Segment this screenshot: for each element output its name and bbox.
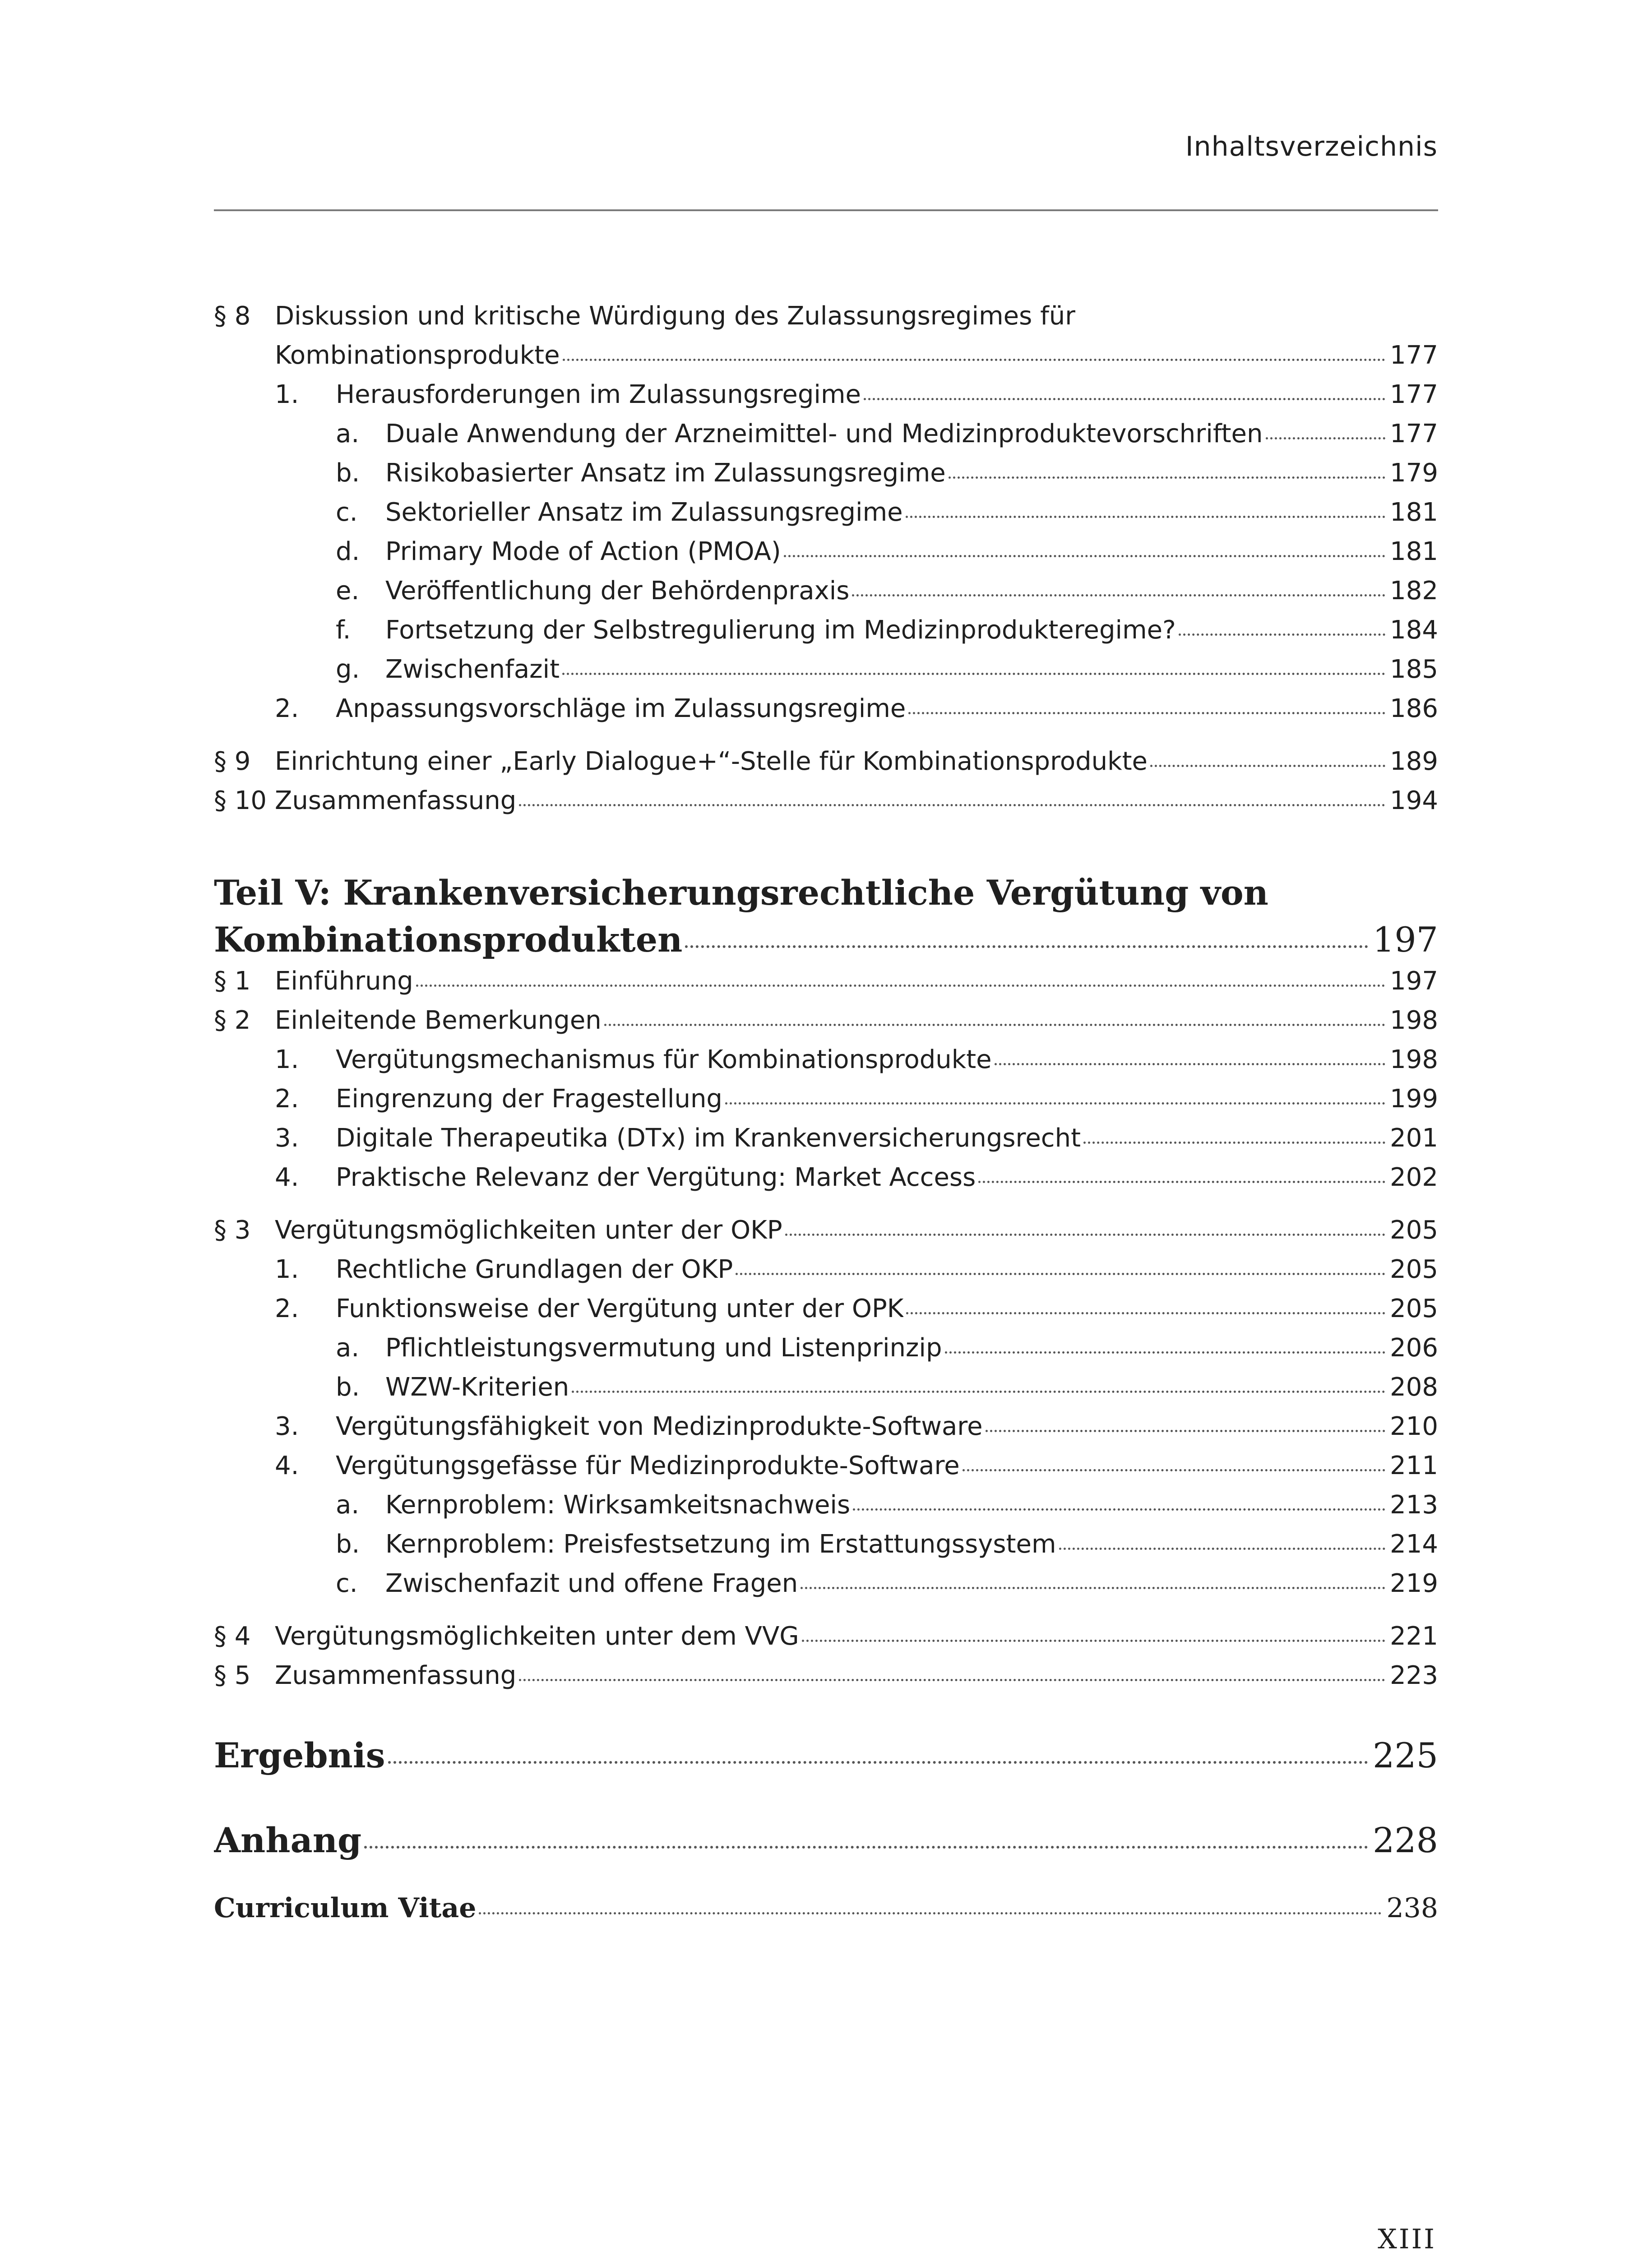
entry-number: 2. <box>275 1084 299 1114</box>
toc-entry[interactable] <box>214 498 1438 537</box>
section-number: § 9 <box>214 747 251 776</box>
entry-title: Zwischenfazit <box>385 655 560 684</box>
toc-section-9[interactable] <box>214 747 1438 786</box>
page-number: 202 <box>1390 1163 1438 1192</box>
section-number: § 3 <box>214 1216 251 1245</box>
page-number: 197 <box>1390 966 1438 996</box>
part-heading-continuation[interactable] <box>214 920 1438 966</box>
entry-title: Praktische Relevanz der Vergütung: Market Access <box>336 1163 976 1192</box>
dot-leader <box>852 594 1385 596</box>
dot-leader <box>906 516 1386 518</box>
page-number: 205 <box>1390 1294 1438 1323</box>
entry-number: a. <box>336 419 360 448</box>
dot-leader <box>519 804 1385 806</box>
page-number: 214 <box>1390 1530 1438 1559</box>
page-number: 177 <box>1390 419 1438 448</box>
toc-entry[interactable] <box>214 1084 1438 1123</box>
page-number: 223 <box>1390 1661 1438 1690</box>
page-number: 225 <box>1372 1735 1438 1775</box>
entry-title: WZW-Kriterien <box>385 1373 569 1402</box>
toc-section-1[interactable] <box>214 966 1438 1006</box>
page-number: 189 <box>1390 747 1438 776</box>
section-number: § 10 <box>214 786 267 815</box>
section-title: Vergütungsmöglichkeiten unter der OKP <box>275 1216 782 1245</box>
page-number: 181 <box>1390 537 1438 566</box>
section-number: § 8 <box>214 301 251 331</box>
dot-leader <box>864 398 1385 400</box>
dot-leader <box>785 1234 1385 1236</box>
section-title: Zusammenfassung <box>275 786 517 815</box>
toc-entry[interactable] <box>214 1123 1438 1163</box>
entry-number: c. <box>336 1569 358 1598</box>
entry-number: b. <box>336 1373 360 1402</box>
toc-entry[interactable] <box>214 1490 1438 1530</box>
dot-leader <box>388 1761 1368 1764</box>
dot-leader <box>1150 765 1385 767</box>
section-number: § 2 <box>214 1006 251 1035</box>
section-title: Vergütungsmöglichkeiten unter dem VVG <box>275 1622 799 1651</box>
section-number: § 1 <box>214 966 251 996</box>
dot-leader <box>519 1679 1385 1681</box>
dot-leader <box>685 945 1368 948</box>
entry-number: b. <box>336 458 360 488</box>
page-number: 177 <box>1390 380 1438 409</box>
entry-title: Duale Anwendung der Arzneimittel- und Medizinproduktevorschriften <box>385 419 1263 448</box>
toc-entry[interactable] <box>214 655 1438 694</box>
entry-number: c. <box>336 498 358 527</box>
table-of-contents <box>214 301 1438 1933</box>
section-title: Einrichtung einer „Early Dialogue+“-Stelle für Kombinationsprodukte <box>275 747 1148 776</box>
toc-entry[interactable] <box>214 1530 1438 1569</box>
entry-number: e. <box>336 576 360 606</box>
entry-number: 2. <box>275 694 299 723</box>
dot-leader <box>479 1912 1382 1914</box>
dot-leader <box>978 1181 1385 1183</box>
toc-entry[interactable] <box>214 1163 1438 1202</box>
section-title: Zusammenfassung <box>275 1661 517 1690</box>
page-number: 208 <box>1390 1373 1438 1402</box>
page-number: 179 <box>1390 458 1438 488</box>
toc-entry[interactable] <box>214 537 1438 576</box>
entry-number: d. <box>336 537 360 566</box>
page-number: 197 <box>1372 920 1438 960</box>
toc-entry[interactable] <box>214 458 1438 498</box>
toc-entry[interactable] <box>214 1255 1438 1294</box>
dot-leader <box>1266 437 1386 439</box>
toc-section-8-continuation[interactable] <box>214 341 1438 380</box>
dot-leader <box>784 555 1385 557</box>
page-number: 184 <box>1390 615 1438 645</box>
toc-section-10[interactable] <box>214 786 1438 825</box>
entry-title: Vergütungsfähigkeit von Medizinprodukte-Software <box>336 1412 983 1441</box>
section-title: Diskussion und kritische Würdigung des Zulassungsregimes für <box>275 301 1076 331</box>
dot-leader <box>563 359 1386 361</box>
page-number: 219 <box>1390 1569 1438 1598</box>
toc-entry[interactable] <box>214 1569 1438 1608</box>
toc-entry[interactable] <box>214 1373 1438 1412</box>
page-number: 211 <box>1390 1451 1438 1480</box>
entry-title: Fortsetzung der Selbstregulierung im Medizinprodukteregime? <box>385 615 1176 645</box>
dot-leader <box>995 1063 1385 1065</box>
part-heading[interactable]: Teil V: Krankenversicherungsrechtliche Vergütung von <box>214 873 1268 913</box>
toc-ergebnis[interactable] <box>214 1735 1438 1785</box>
dot-leader <box>802 1640 1385 1642</box>
section-title: Einführung <box>275 966 413 996</box>
toc-entry[interactable] <box>214 576 1438 615</box>
page-number: 205 <box>1390 1255 1438 1284</box>
dot-leader <box>725 1102 1385 1105</box>
page-number: 210 <box>1390 1412 1438 1441</box>
section-title: Einleitende Bemerkungen <box>275 1006 602 1035</box>
entry-number: 4. <box>275 1163 299 1192</box>
dot-leader <box>801 1587 1385 1589</box>
dot-leader <box>562 673 1385 675</box>
toc-section-2[interactable] <box>214 1006 1438 1045</box>
page-number: 221 <box>1390 1622 1438 1651</box>
entry-number: 2. <box>275 1294 299 1323</box>
toc-entry[interactable] <box>214 1045 1438 1084</box>
page-number: 185 <box>1390 655 1438 684</box>
page-number: 182 <box>1390 576 1438 606</box>
major-title: Ergebnis <box>214 1735 385 1775</box>
dot-leader <box>572 1391 1385 1393</box>
toc-entry[interactable] <box>214 380 1438 419</box>
folio-page-number: XIII <box>1378 2224 1436 2255</box>
page-number: 194 <box>1390 786 1438 815</box>
dot-leader <box>416 985 1385 987</box>
entry-title: Funktionsweise der Vergütung unter der OPK <box>336 1294 904 1323</box>
dot-leader <box>736 1273 1385 1275</box>
page-number: 199 <box>1390 1084 1438 1114</box>
section-number: § 4 <box>214 1622 251 1651</box>
dot-leader <box>1083 1142 1385 1144</box>
entry-number: a. <box>336 1333 360 1363</box>
section-number: § 5 <box>214 1661 251 1690</box>
dot-leader <box>1059 1548 1386 1550</box>
dot-leader <box>945 1351 1386 1354</box>
entry-title: Zwischenfazit und offene Fragen <box>385 1569 798 1598</box>
dot-leader <box>906 1312 1385 1314</box>
toc-section-4[interactable] <box>214 1622 1438 1661</box>
page-number: 206 <box>1390 1333 1438 1363</box>
part-title: Kombinationsprodukten <box>214 920 683 960</box>
dot-leader <box>949 476 1385 479</box>
entry-title: Vergütungsgefässe für Medizinprodukte-Software <box>336 1451 960 1480</box>
entry-title: Veröffentlichung der Behördenpraxis <box>385 576 850 606</box>
toc-entry[interactable] <box>214 694 1438 733</box>
page-number: 198 <box>1390 1045 1438 1074</box>
entry-number: b. <box>336 1530 360 1559</box>
header-rule <box>214 209 1438 211</box>
page-number: 198 <box>1390 1006 1438 1035</box>
toc-section-3[interactable] <box>214 1216 1438 1255</box>
entry-title: Vergütungsmechanismus für Kombinationsprodukte <box>336 1045 992 1074</box>
entry-number: 1. <box>275 380 299 409</box>
major-title: Anhang <box>214 1820 362 1860</box>
page-number: 228 <box>1372 1820 1438 1860</box>
cv-title: Curriculum Vitae <box>214 1892 477 1924</box>
entry-number: 4. <box>275 1451 299 1480</box>
entry-number: a. <box>336 1490 360 1520</box>
page-number: 181 <box>1390 498 1438 527</box>
toc-section-5[interactable] <box>214 1661 1438 1700</box>
page-number: 238 <box>1386 1892 1438 1924</box>
toc-entry[interactable] <box>214 1333 1438 1373</box>
entry-number: g. <box>336 655 360 684</box>
toc-anhang[interactable] <box>214 1820 1438 1870</box>
page-number: 201 <box>1390 1123 1438 1153</box>
entry-number: 3. <box>275 1123 299 1153</box>
entry-title: Anpassungsvorschläge im Zulassungsregime <box>336 694 906 723</box>
entry-title: Sektorieller Ansatz im Zulassungsregime <box>385 498 903 527</box>
entry-title: Pflichtleistungsvermutung und Listenprinzip <box>385 1333 942 1363</box>
entry-number: f. <box>336 615 351 645</box>
page-number: 177 <box>1390 341 1438 370</box>
entry-title: Eingrenzung der Fragestellung <box>336 1084 722 1114</box>
dot-leader <box>364 1846 1368 1849</box>
toc-entry[interactable] <box>214 1451 1438 1490</box>
dot-leader <box>1179 633 1385 636</box>
entry-title: Herausforderungen im Zulassungsregime <box>336 380 861 409</box>
toc-curriculum-vitae[interactable] <box>214 1892 1438 1933</box>
toc-entry[interactable] <box>214 1412 1438 1451</box>
toc-entry[interactable] <box>214 615 1438 655</box>
toc-entry[interactable] <box>214 1294 1438 1333</box>
toc-section-8[interactable] <box>214 301 1438 341</box>
page-number: 213 <box>1390 1490 1438 1520</box>
entry-title: Rechtliche Grundlagen der OKP <box>336 1255 733 1284</box>
entry-number: 1. <box>275 1045 299 1074</box>
page-number: 186 <box>1390 694 1438 723</box>
toc-entry[interactable] <box>214 419 1438 458</box>
dot-leader <box>853 1508 1385 1511</box>
dot-leader <box>963 1469 1385 1471</box>
dot-leader <box>604 1024 1385 1026</box>
entry-title: Risikobasierter Ansatz im Zulassungsregime <box>385 458 946 488</box>
entry-title: Kernproblem: Wirksamkeitsnachweis <box>385 1490 851 1520</box>
entry-number: 3. <box>275 1412 299 1441</box>
entry-number: 1. <box>275 1255 299 1284</box>
dot-leader <box>986 1430 1386 1432</box>
running-head: Inhaltsverzeichnis <box>1185 131 1438 162</box>
entry-title: Primary Mode of Action (PMOA) <box>385 537 781 566</box>
dot-leader <box>908 712 1385 714</box>
page-number: 205 <box>1390 1216 1438 1245</box>
entry-title: Kernproblem: Preisfestsetzung im Erstattungssystem <box>385 1530 1056 1559</box>
section-title-continuation: Kombinationsprodukte <box>275 341 560 370</box>
entry-title: Digitale Therapeutika (DTx) im Krankenversicherungsrecht <box>336 1123 1081 1153</box>
